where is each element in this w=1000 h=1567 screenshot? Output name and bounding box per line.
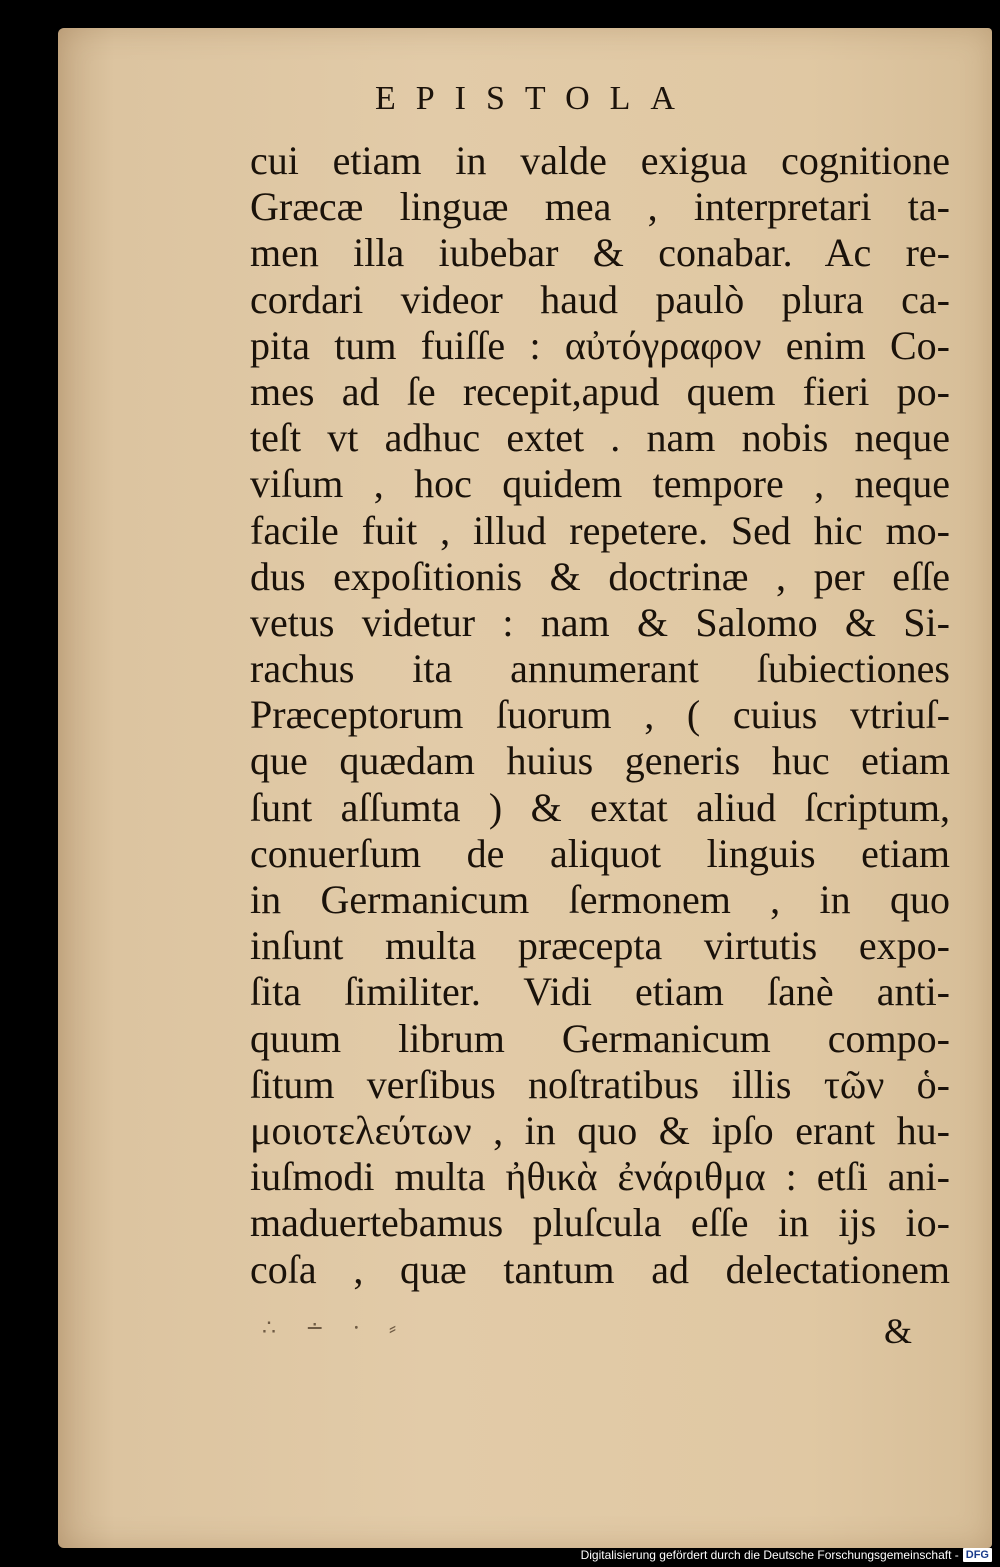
text-line: facile fuit , illud repetere. Sed hic mo- — [250, 507, 950, 553]
digitization-footer — [581, 1545, 992, 1565]
text-line: μοιοτελεύτων , in quo & ipſo erant hu- — [250, 1107, 950, 1153]
text-line: iuſmodi multa ἠθικὰ ἐνάριθμα : etſi ani- — [250, 1154, 950, 1200]
text-line: dus expoſitionis & doctrinæ , per eſſe — [250, 553, 950, 599]
text-line: Græcæ linguæ mea , interpretari ta- — [250, 184, 950, 230]
text-line: quum librum Germanicum compo- — [250, 1015, 950, 1061]
text-line: teſt vt adhuc extet . nam nobis neque — [250, 415, 950, 461]
text-line: conuerſum de aliquot linguis etiam — [250, 830, 950, 876]
text-line: men illa iubebar & conabar. Ac re- — [250, 230, 950, 276]
text-line: ſita ſimiliter. Vidi etiam ſanè anti- — [250, 969, 950, 1015]
text-line: cordari videor haud paulò plura ca- — [250, 276, 950, 322]
text-line: pita tum fuiſſe : αὐτόγραφον enim Co- — [250, 322, 950, 368]
text-line: ſunt aſſumta ) & extat aliud ſcriptum, — [250, 784, 950, 830]
catchword: & — [884, 1311, 913, 1351]
text-line: in Germanicum ſermonem , in quo — [250, 877, 950, 922]
text-line: cui etiam in valde exigua cognitione — [250, 138, 950, 183]
text-line: coſa , quæ tantum ad delectationem — [250, 1246, 950, 1292]
body-text — [250, 138, 950, 1293]
text-line: ſitum verſibus noſtratibus illis τῶν ὁ- — [250, 1061, 950, 1107]
footer-text: Digitalisierung gefördert durch die Deutsche Forschungsgemeinschaft - — [580, 1548, 959, 1562]
text-line: inſunt multa præcepta virtutis expo- — [250, 923, 950, 969]
text-line: vetus videtur : nam & Salomo & Si- — [250, 599, 950, 645]
text-line: Præceptorum ſuorum , ( cuius vtriuſ- — [250, 692, 950, 738]
text-line: viſum , hoc quidem tempore , neque — [250, 461, 950, 507]
text-line: maduertebamus pluſcula eſſe in ijs io- — [250, 1200, 950, 1246]
dfg-logo: DFG — [963, 1548, 992, 1562]
signature-marks: ∴ ∸ ⸱ ⸗ — [262, 1315, 409, 1340]
text-line: que quædam huius generis huc etiam — [250, 738, 950, 784]
text-line: mes ad ſe recepit,apud quem fieri po- — [250, 368, 950, 414]
text-line: rachus ita annumerant ſubiectiones — [250, 646, 950, 692]
running-header: EPISTOLA — [375, 80, 695, 117]
